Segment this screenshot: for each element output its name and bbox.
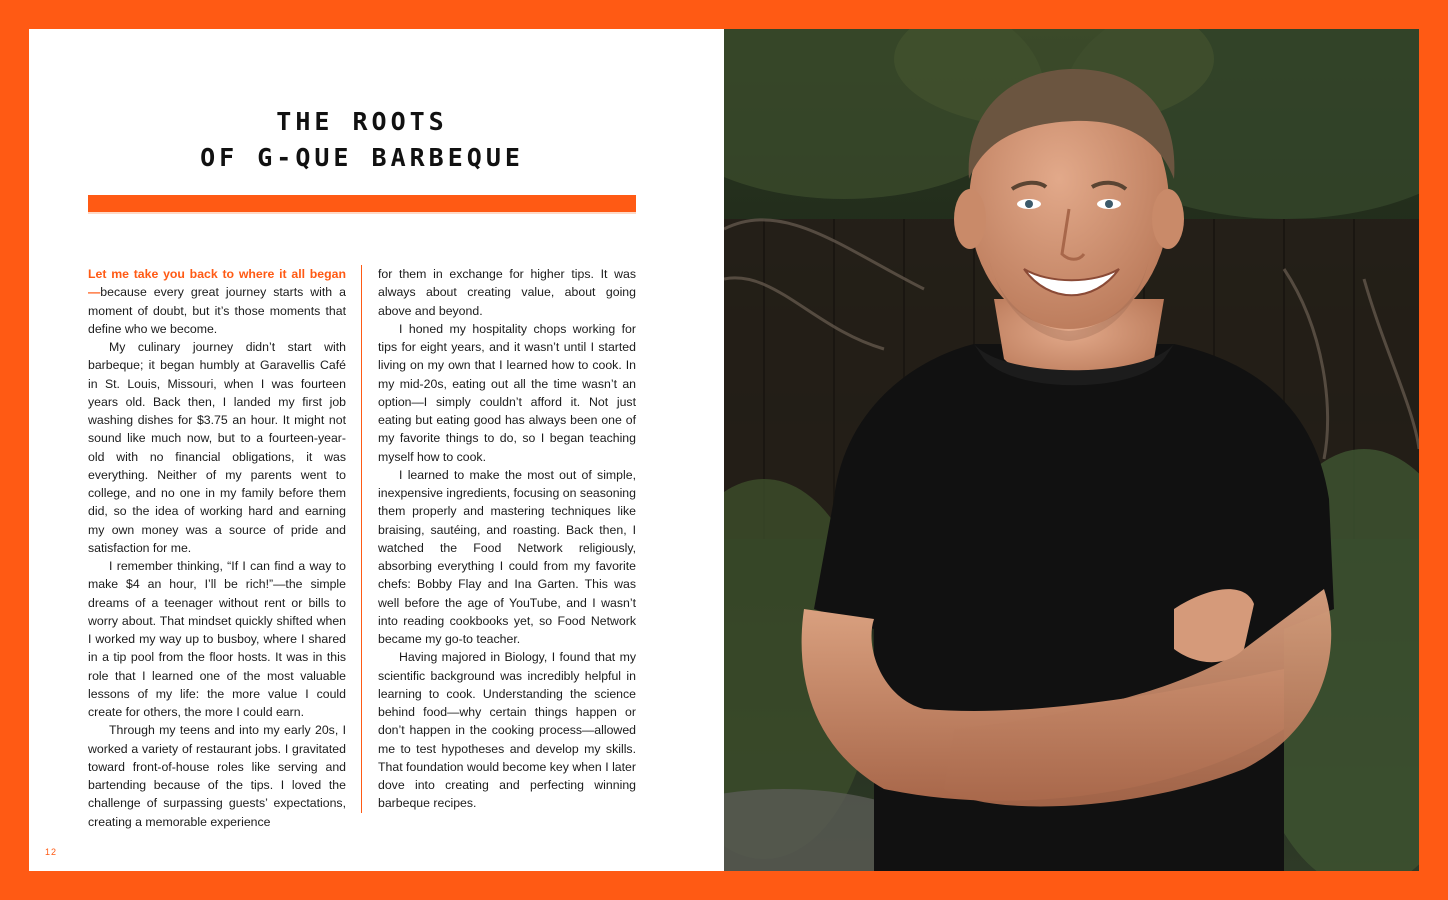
orange-title-bar xyxy=(88,195,636,212)
paragraph: Through my teens and into my early 20s, I worked a variety of restaurant jobs. I gravitated toward front-of-house roles like serving and bartending because of the tips. I loved the challenge of surpassing guests’ expectations, creating a memorable experience xyxy=(88,723,346,829)
author-photo xyxy=(724,29,1419,871)
title-line-1: THE ROOTS xyxy=(276,106,448,136)
text-column-right xyxy=(378,265,636,813)
author-portrait-illustration xyxy=(724,29,1419,871)
title-line-2: OF G-QUE BARBEQUE xyxy=(200,142,524,172)
lead-in-text: Let me take you back to where it all began— xyxy=(88,267,346,300)
text-column-left xyxy=(88,265,346,831)
paragraph: I remember thinking, “If I can find a way to make $4 an hour, I’ll be rich!”—the simple dreams of a teenager without rent or bills to worry about. That mindset quickly shifted when I worked my way up to busboy, where I shared in a tip pool from the floor hosts. It was in this role that I learned one of the most valuable lessons of my life: the more value I could create for others, the more I could earn. xyxy=(88,559,346,719)
book-spread xyxy=(29,29,1419,871)
paragraph: I learned to make the most out of simple, inexpensive ingredients, focusing on seasoning them properly and mastering techniques like braising, sautéing, and roasting. Back then, I watched the Food Network religiously, absorbing everything I could from my favorite chefs: Bobby Flay and Ina Garten. This was well before the age of YouTube, and I wasn’t into reading cookbooks yet, so Food Network became my go-to teacher. xyxy=(378,467,636,646)
paragraph-text: because every great journey starts with a moment of doubt, but it’s those moments that define who we become. xyxy=(88,285,346,336)
page-number: 12 xyxy=(45,847,58,857)
page-title xyxy=(29,104,695,176)
paragraph: for them in exchange for higher tips. It was always about creating value, about going above and beyond. xyxy=(378,267,636,318)
paragraph: I honed my hospitality chops working for tips for eight years, and it wasn’t until I started living on my own that I learned how to cook. In my mid-20s, eating out all the time wasn’t an option—I simply couldn’t afford it. Not just eating but eating good has always been one of my favorite things to do, so I began teaching myself how to cook. xyxy=(378,321,636,464)
paragraph xyxy=(88,265,346,338)
left-page xyxy=(29,29,724,871)
paragraph: Having majored in Biology, I found that my scientific background was incredibly helpful in learning to cook. Understanding the science behind food—why certain things happen or don’t happen in the cooking process—allowed me to test hypotheses and develop my skills. That foundation would become key when I later dove into creating and perfecting winning barbeque recipes. xyxy=(378,650,636,811)
column-divider xyxy=(361,265,362,813)
paragraph: My culinary journey didn’t start with barbeque; it began humbly at Garavellis Café in St. Louis, Missouri, when I was fourteen years old. Back then, I landed my first job washing dishes for $3.75 an hour. It might not sound like much now, but to a fourteen-year-old with no financial obligations, it was everything. Neither of my parents went to college, and no one in my family before them did, so the idea of working hard and earning my own money was a source of pride and satisfaction for me. xyxy=(88,340,346,555)
